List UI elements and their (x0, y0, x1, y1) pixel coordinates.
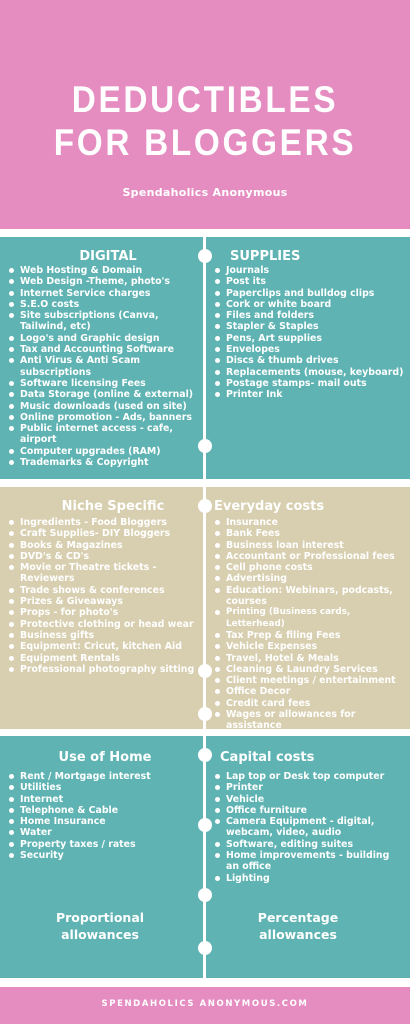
band-niche-everyday (0, 487, 410, 732)
list-item: Craft Supplies- DIY Bloggers (8, 528, 198, 539)
list-item: Water (8, 827, 198, 838)
everyday-heading: Everyday costs (214, 499, 325, 514)
list-item: Software, editing suites (214, 839, 404, 850)
band-home-capital (0, 736, 410, 978)
list-item: Cork or white board (214, 299, 404, 310)
list-item: S.E.O costs (8, 299, 198, 310)
timeline-divider (203, 487, 206, 729)
capital-note (218, 909, 378, 943)
list-item: Props - for photo's (8, 607, 198, 618)
home-note-line-2: allowances (61, 927, 139, 942)
digital-list (8, 265, 198, 468)
list-item: Lap top or Desk top computer (214, 771, 404, 782)
list-item: Pens, Art supplies (214, 333, 404, 344)
list-item: Telephone & Cable (8, 805, 198, 816)
list-item: Movie or Theatre tickets - Reviewers (8, 562, 198, 585)
list-item: Computer upgrades (RAM) (8, 446, 198, 457)
list-item: Software licensing Fees (8, 378, 198, 389)
timeline-dot (198, 439, 212, 453)
list-item: Printer (214, 782, 404, 793)
home-list (8, 771, 198, 861)
page-title (21, 78, 390, 164)
list-item: Files and folders (214, 310, 404, 321)
list-item: Bank Fees (214, 528, 408, 539)
list-item: Logo's and Graphic design (8, 333, 198, 344)
list-item: Cell phone costs (214, 562, 408, 573)
digital-column (8, 249, 198, 468)
everyday-list (214, 517, 408, 743)
subtitle: Spendaholics Anonymous (122, 186, 288, 199)
list-item: Ingredients - Food Bloggers (8, 517, 198, 528)
list-item: Office furniture (214, 805, 404, 816)
list-item: Web Hosting & Domain (8, 265, 198, 276)
list-item: Printing (Business cards, Letterhead) (214, 607, 408, 630)
list-item: Vehicle Expenses (214, 641, 408, 652)
list-item: Post its (214, 276, 404, 287)
list-item: Internet Service charges (8, 288, 198, 299)
list-item: Business loan interest (214, 540, 408, 551)
supplies-heading: SUPPLIES (230, 249, 301, 264)
list-item: Business gifts (8, 630, 198, 641)
list-item: Travel, Hotel & Meals (214, 653, 408, 664)
list-item: Data Storage (online & external) (8, 389, 198, 400)
timeline-dot (198, 888, 212, 902)
digital-heading: DIGITAL (79, 249, 137, 264)
everyday-column (214, 499, 408, 743)
list-item: Anti Virus & Anti Scam subscriptions (8, 355, 198, 378)
title-line-2: FOR BLOGGERS (53, 122, 357, 163)
capital-list (214, 771, 404, 884)
list-item: Internet (8, 794, 198, 805)
list-item: Tax Prep & filing Fees (214, 630, 408, 641)
list-item: Cleaning & Laundry Services (214, 664, 408, 675)
list-item: Journals (214, 265, 404, 276)
capital-heading: Capital costs (220, 750, 315, 765)
list-item: Rent / Mortgage interest (8, 771, 198, 782)
list-item: Music downloads (used on site) (8, 401, 198, 412)
supplies-list (214, 265, 404, 401)
list-item: Professional photography sitting (8, 664, 198, 675)
niche-column (8, 499, 198, 675)
header-banner (0, 0, 410, 229)
list-item: Client meetings / entertainment (214, 675, 408, 686)
list-item: Camera Equipment - digital, webcam, video, audio (214, 816, 404, 839)
list-item: Tax and Accounting Software (8, 344, 198, 355)
timeline-dot (198, 818, 212, 832)
list-item: DVD's & CD's (8, 551, 198, 562)
list-item: Public internet access - cafe, airport (8, 423, 198, 446)
list-item: Envelopes (214, 344, 404, 355)
list-item: Security (8, 850, 198, 861)
list-item: Equipment: Cricut, kitchen Aid (8, 641, 198, 652)
timeline-dot (198, 249, 212, 263)
list-item: Postage stamps- mail outs (214, 378, 404, 389)
supplies-column (214, 249, 404, 401)
band-digital-supplies (0, 237, 410, 479)
list-item: Paperclips and bulldog clips (214, 288, 404, 299)
capital-note-line-2: allowances (259, 927, 337, 942)
capital-note-line-1: Percentage (257, 910, 339, 925)
home-note (20, 909, 180, 943)
list-item: Equipment Rentals (8, 653, 198, 664)
timeline-dot (198, 748, 212, 762)
niche-list (8, 517, 198, 675)
list-item: Credit card fees (214, 698, 408, 709)
list-item: Replacements (mouse, keyboard) (214, 367, 404, 378)
list-item: Advertising (214, 573, 408, 584)
list-item: Prizes & Giveaways (8, 596, 198, 607)
list-item: Online promotion - Ads, banners (8, 412, 198, 423)
list-item: Insurance (214, 517, 408, 528)
footer-banner (0, 987, 410, 1024)
niche-heading: Niche Specific (61, 499, 165, 514)
list-item: Education: Webinars, podcasts, courses (214, 585, 408, 608)
home-heading: Use of Home (58, 750, 152, 765)
list-item: Home Insurance (8, 816, 198, 827)
list-item: Wages or allowances for assistance (214, 709, 408, 732)
timeline-dot (198, 499, 212, 513)
footer-text: SPENDAHOLICS ANONYMOUS.COM (101, 999, 309, 1009)
list-item: Property taxes / rates (8, 839, 198, 850)
home-column (8, 750, 198, 861)
list-item: Discs & thumb drives (214, 355, 404, 366)
home-note-line-1: Proportional (55, 910, 145, 925)
list-item: Books & Magazines (8, 540, 198, 551)
list-item: Utilities (8, 782, 198, 793)
list-item: Trade shows & conferences (8, 585, 198, 596)
list-item: Printer Ink (214, 389, 404, 400)
list-item: Accountant or Professional fees (214, 551, 408, 562)
list-item: Protective clothing or head wear (8, 619, 198, 630)
title-line-1: DEDUCTIBLES (71, 79, 339, 120)
list-item: Vehicle (214, 794, 404, 805)
timeline-dot (198, 664, 212, 678)
list-item: Trademarks & Copyright (8, 457, 198, 468)
capital-column (214, 750, 404, 884)
list-item: Home improvements - building an office (214, 850, 404, 873)
timeline-dot (198, 707, 212, 721)
timeline-dot (198, 941, 212, 955)
list-item: Lighting (214, 873, 404, 884)
list-item: Web Design -Theme, photo's (8, 276, 198, 287)
list-item: Office Decor (214, 686, 408, 697)
list-item: Site subscriptions (Canva, Tailwind, etc) (8, 310, 198, 333)
list-item: Stapler & Staples (214, 321, 404, 332)
